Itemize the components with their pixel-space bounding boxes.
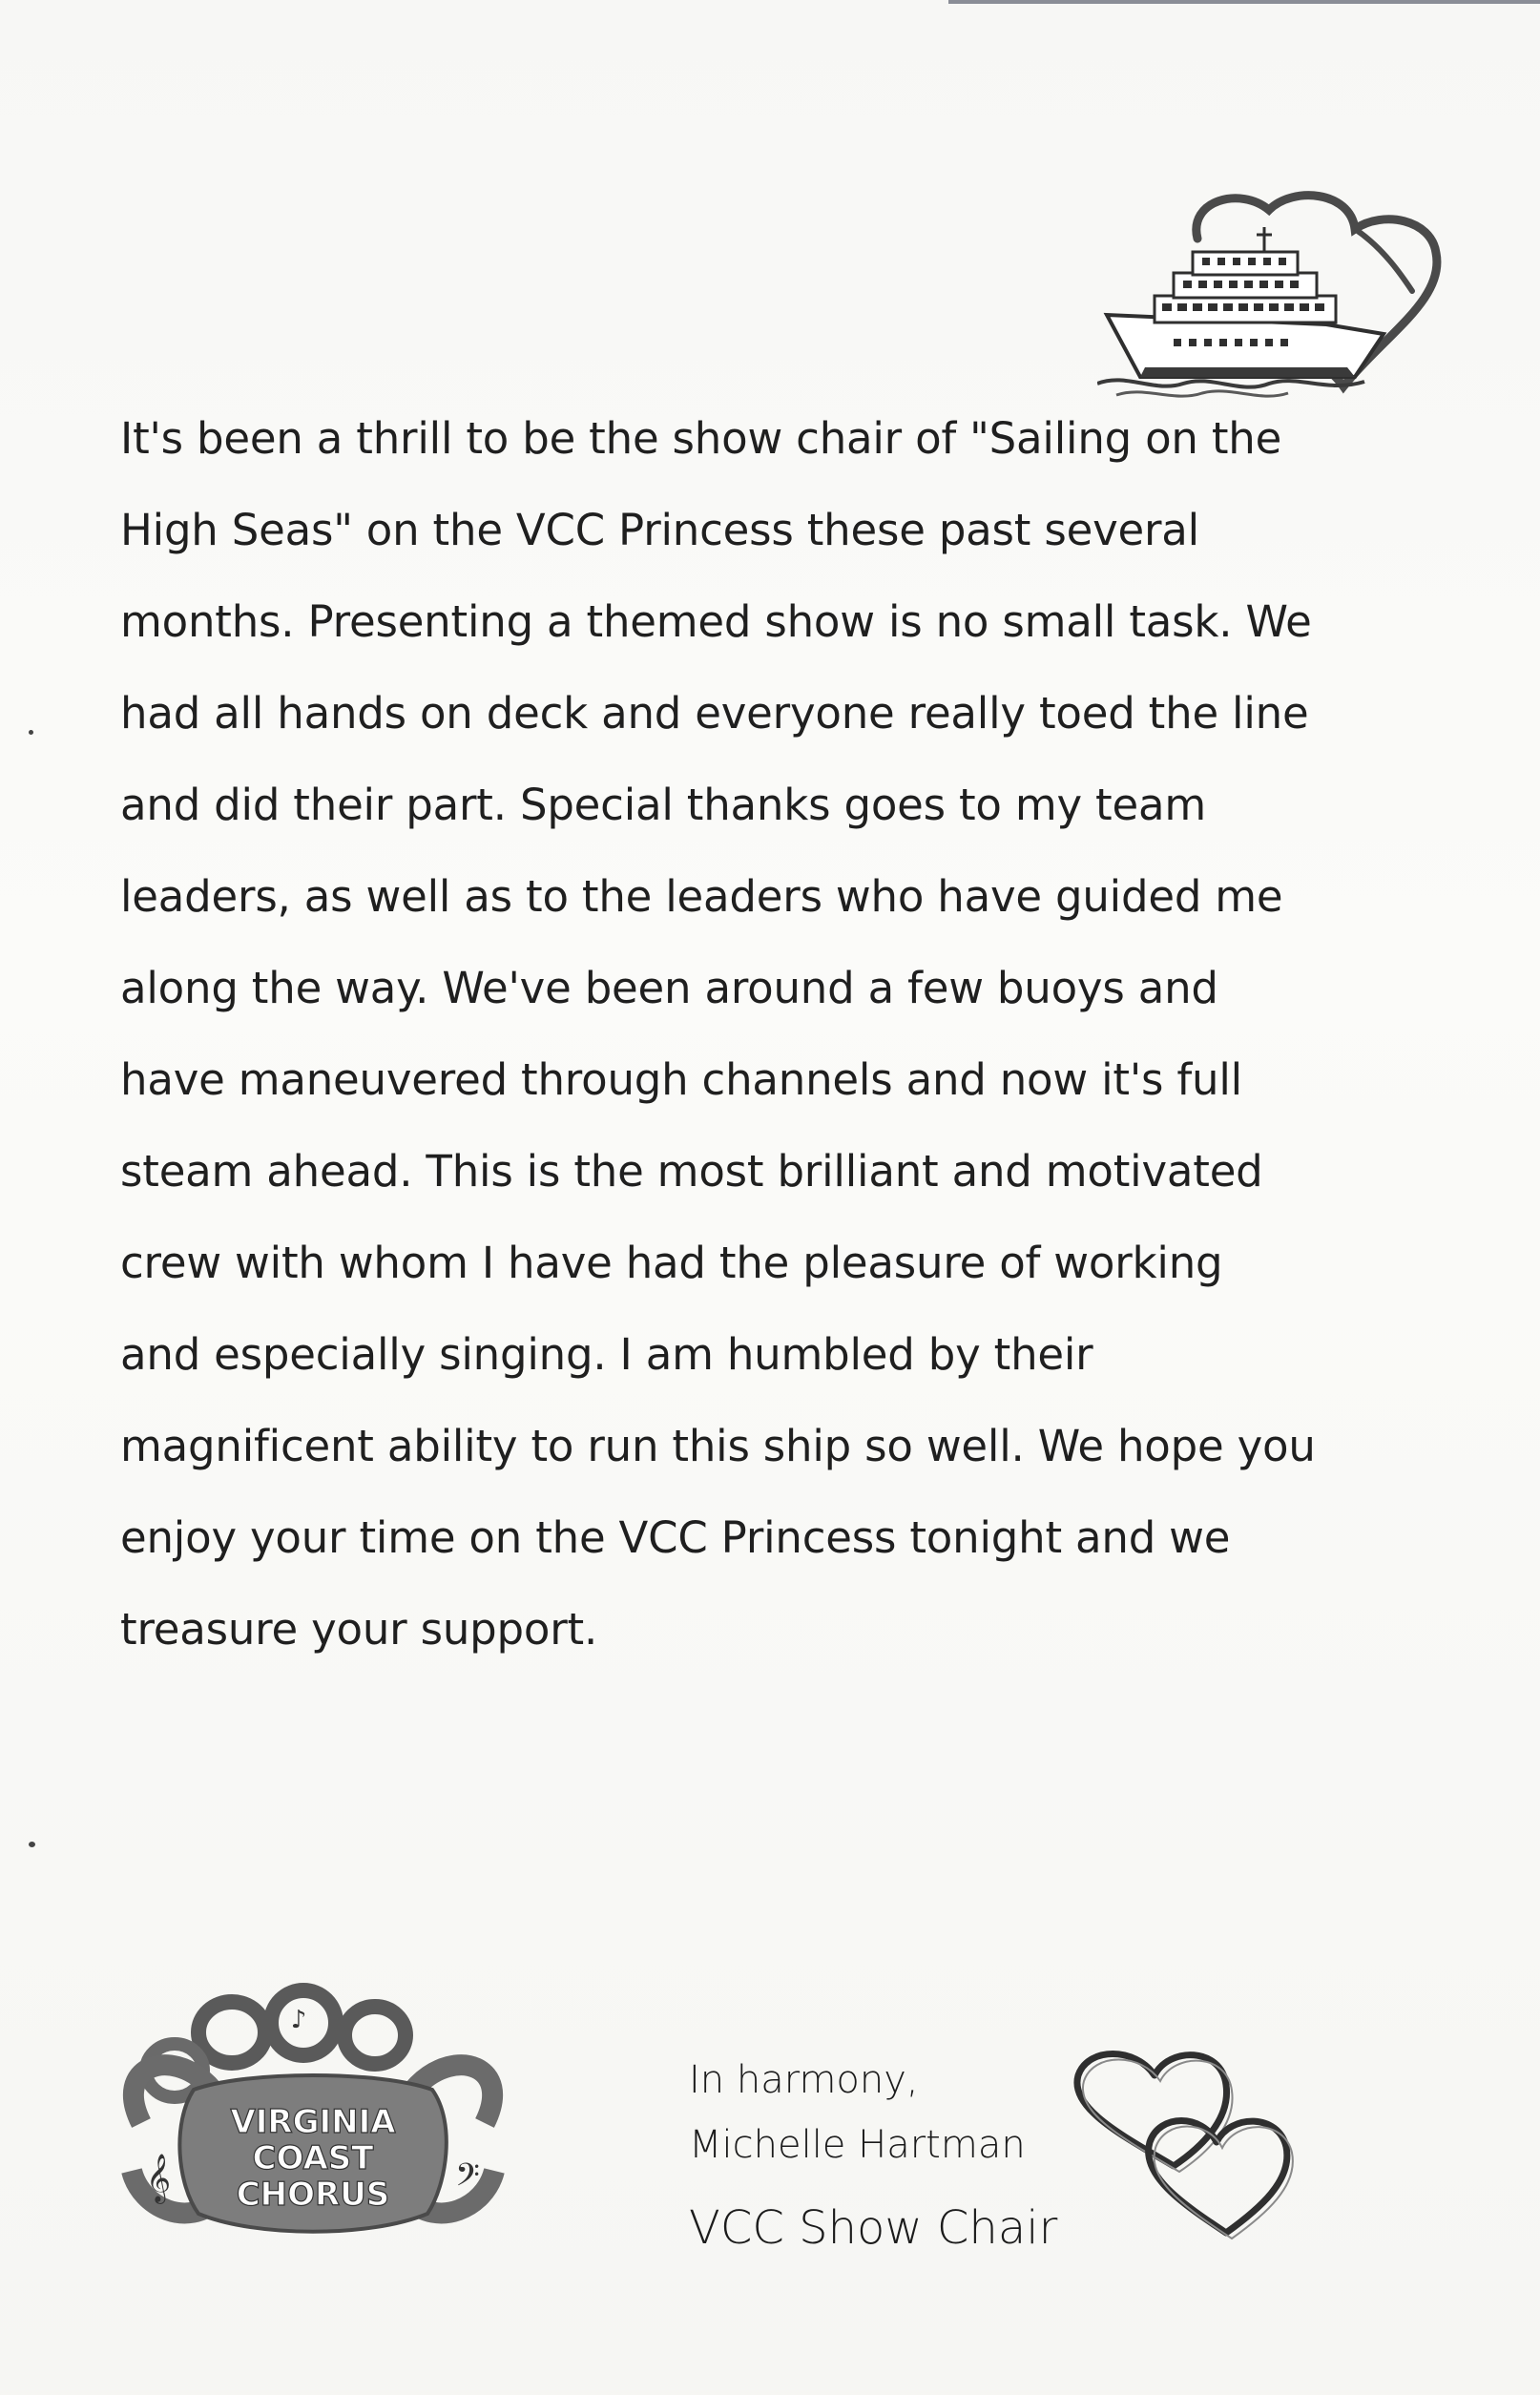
scan-speck [29, 1842, 35, 1847]
svg-text:♪: ♪ [290, 2006, 307, 2034]
double-heart-icon [1059, 2042, 1317, 2242]
letter-line: have maneuvered through channels and now it's full [120, 1054, 1242, 1105]
logo-line-3: CHORUS [236, 2176, 390, 2214]
signature-name: Michelle Hartman [689, 2123, 1026, 2167]
svg-text:𝄢: 𝄢 [455, 2157, 480, 2201]
logo-line-1: VIRGINIA [230, 2103, 396, 2141]
page-edge-divider [948, 0, 1540, 4]
logo-line-2: COAST [252, 2139, 374, 2177]
letter-line: magnificent ability to run this ship so well. We hope you [120, 1421, 1316, 1471]
scan-speck [29, 730, 33, 735]
letter-line: along the way. We've been around a few buoys and [120, 963, 1218, 1013]
signature-title: VCC Show Chair [689, 2201, 1058, 2255]
letter-line: It's been a thrill to be the show chair of "Sailing on the [120, 413, 1282, 464]
letter-line: and especially singing. I am humbled by their [120, 1329, 1093, 1380]
letter-line: leaders, as well as to the leaders who have guided me [120, 871, 1283, 922]
letter-line: months. Presenting a themed show is no small task. We [120, 596, 1312, 647]
letter-line: enjoy your time on the VCC Princess tonight and we [120, 1512, 1231, 1563]
virginia-coast-chorus-logo [103, 1980, 523, 2257]
letter-line: treasure your support. [120, 1604, 598, 1655]
signature-closing: In harmony, [689, 2058, 919, 2102]
letter-line: High Seas" on the VCC Princess these past several [120, 505, 1199, 555]
letter-body [120, 393, 1446, 1676]
letter-line: and did their part. Special thanks goes to my team [120, 780, 1206, 830]
letter-line: crew with whom I have had the pleasure of working [120, 1238, 1223, 1288]
letter-line: steam ahead. This is the most brilliant and motivated [120, 1146, 1263, 1197]
cruise-ship-heart-icon [1097, 181, 1479, 401]
signature-block [689, 2051, 1090, 2275]
svg-text:𝄞: 𝄞 [145, 2154, 172, 2202]
letter-line: had all hands on deck and everyone really toed the line [120, 688, 1309, 739]
